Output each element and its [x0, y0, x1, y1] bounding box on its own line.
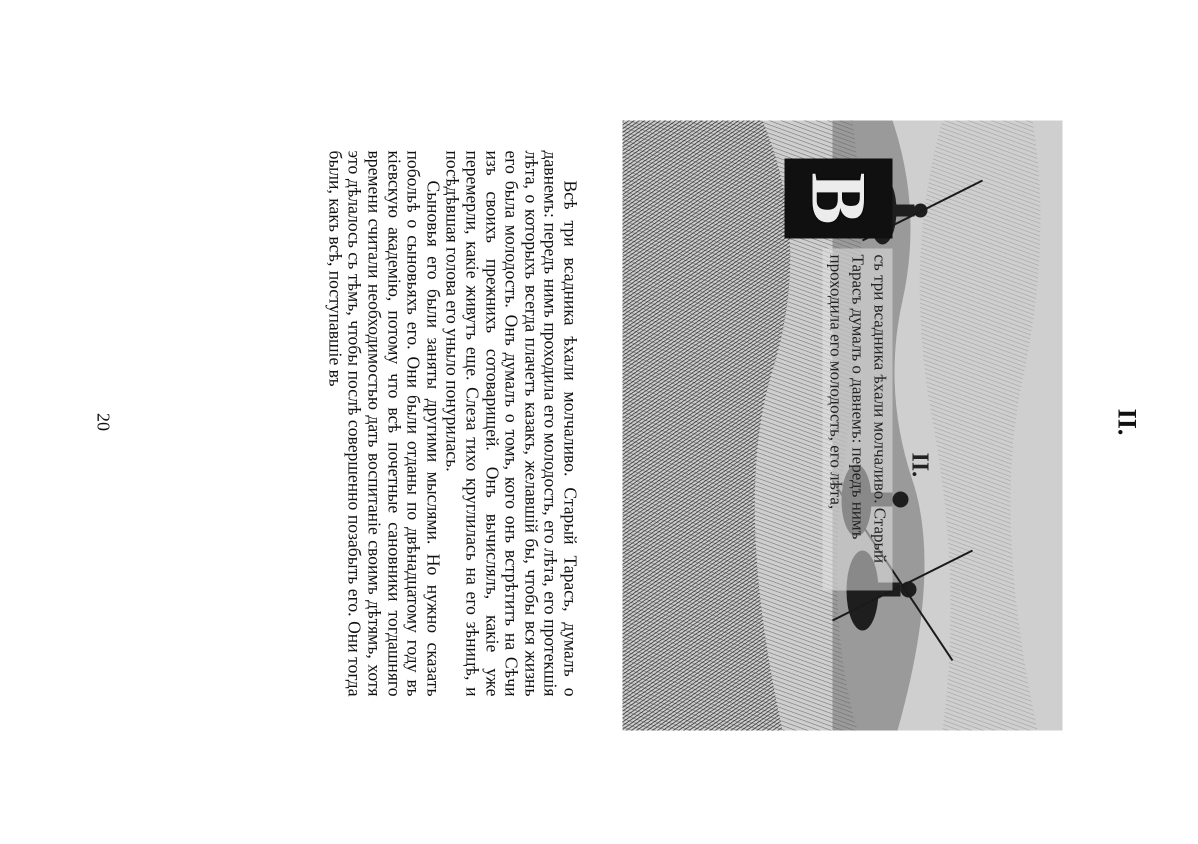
paragraph: Всѣ три всадника ѣхали молчаливо. Старый Тарасъ, думалъ о давнемъ: передъ нимъ проходила его молодость, его лѣта, его протекшія лѣта, о которыхъ всегда плачетъ казакъ, желавшій бы, чтобы вся жизнь его была молодость. Онъ думалъ о томъ, кого онъ встрѣтитъ на Сѣчи изъ своихъ прежнихъ сотоварищей. Онъ вычислялъ, какіе уже перемерли, какіе живутъ еще. Слеза тихо круглилась на его зѣницѣ, и посѣдѣвшая голова его уныло понурилась. — [442, 150, 581, 697]
drop-cap-letter: В — [795, 172, 883, 225]
illustration-caption: съ три всадника ѣхали молчаливо. Старый Тарасъ думалъ о давнемъ: передъ нимъ проходила его молодость, его лѣта, — [823, 249, 893, 591]
paragraph: Сыновья его были заняты другими мыслями. Но нужно сказать побольѣ о сыновьяхъ его. Они были отданы по двѣнадцатому году въ кіевскую академію, потому что всѣ почетные сановники тогдашняго времени считали необходимостью дать воспитаніе своимъ дѣтямъ, хотя это дѣлалось съ тѣмъ, чтобы послѣ совершенно позабыть его. Они тогда были, какъ всѣ, поступавшіе въ — [325, 150, 444, 697]
chapter-heading: II. — [1112, 408, 1142, 436]
book-page — [0, 1, 1198, 844]
drop-cap — [785, 159, 893, 239]
page-number: 20 — [93, 413, 114, 431]
illustration-caption-title: II. — [906, 452, 933, 478]
body-text — [325, 151, 580, 697]
